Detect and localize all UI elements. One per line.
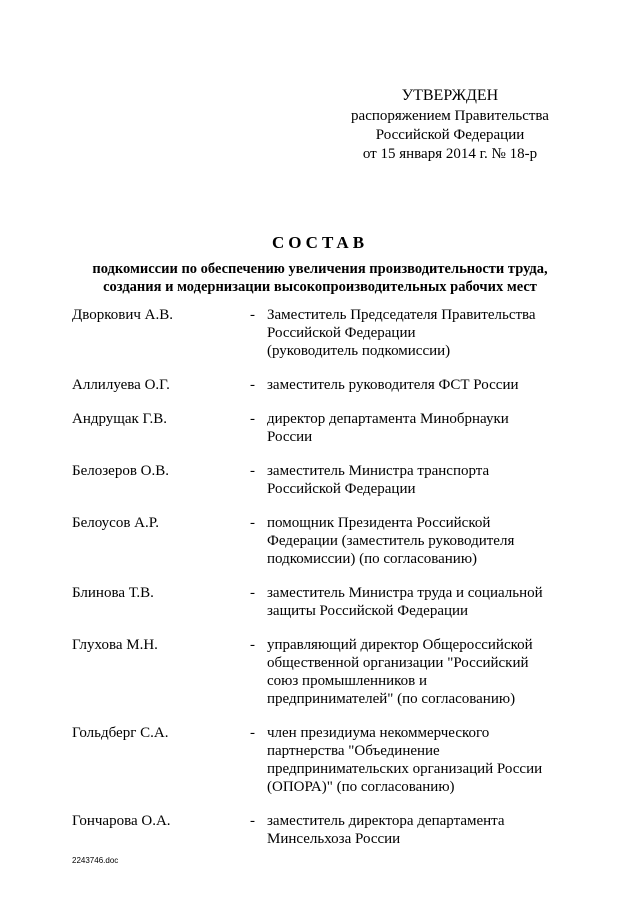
member-position-line: заместитель Министра труда и социальной — [267, 585, 543, 601]
document-subtitle — [60, 260, 580, 296]
member-name: Гольдберг С.А. — [72, 725, 169, 741]
member-position — [267, 514, 557, 568]
member-position-line: Федерации (заместитель руководителя — [267, 533, 515, 549]
member-dash: - — [250, 725, 255, 741]
member-position-line: партнерства "Объединение — [267, 743, 440, 759]
member-position-line: защиты Российской Федерации — [267, 603, 469, 619]
member-position — [267, 306, 557, 360]
member-position-line: предпринимательских организаций России — [267, 761, 543, 777]
member-name: Дворкович А.В. — [72, 307, 173, 323]
member-position — [267, 724, 557, 796]
member-dash: - — [250, 411, 255, 427]
member-position-line: Российской Федерации — [267, 325, 416, 341]
member-row — [72, 636, 572, 708]
member-position — [267, 812, 557, 848]
member-dash: - — [250, 463, 255, 479]
member-position-line: директор департамента Минобрнауки — [267, 411, 509, 427]
member-position — [267, 376, 557, 394]
member-position-line: союз промышленников и — [267, 673, 428, 689]
member-dash: - — [250, 307, 255, 323]
member-row — [72, 812, 572, 848]
member-position-line: Минсельхоза России — [267, 831, 401, 847]
member-row — [72, 584, 572, 620]
member-position-line: член президиума некоммерческого — [267, 725, 490, 741]
approval-line-3: от 15 января 2014 г. № 18-р — [362, 146, 538, 162]
member-row — [72, 376, 572, 394]
member-row — [72, 462, 572, 498]
approval-block — [330, 86, 570, 164]
member-name: Глухова М.Н. — [72, 637, 158, 653]
member-dash: - — [250, 813, 255, 829]
member-position-line: общественной организации "Российский — [267, 655, 529, 671]
member-row — [72, 410, 572, 446]
member-position-line: управляющий директор Общероссийской — [267, 637, 533, 653]
member-name: Белозеров О.В. — [72, 463, 170, 479]
member-position-line: заместитель руководителя ФСТ России — [267, 377, 519, 393]
member-dash: - — [250, 585, 255, 601]
approval-line-2: Российской Федерации — [375, 127, 525, 143]
member-position-line: помощник Президента Российской — [267, 515, 491, 531]
member-position — [267, 636, 557, 708]
member-name: Блинова Т.В. — [72, 585, 154, 601]
member-position-line: (ОПОРА)" (по согласованию) — [267, 779, 455, 795]
document-title: СОСТАВ — [271, 233, 369, 252]
member-name: Гончарова О.А. — [72, 813, 171, 829]
member-position-line: предпринимателей" (по согласованию) — [267, 691, 516, 707]
subtitle-line-2: создания и модернизации высокопроизводительных рабочих мест — [103, 279, 537, 295]
member-dash: - — [250, 637, 255, 653]
member-position — [267, 410, 557, 446]
approval-heading: УТВЕРЖДЕН — [401, 87, 499, 104]
member-row — [72, 724, 572, 796]
member-position-line: (руководитель подкомиссии) — [267, 343, 451, 359]
member-row — [72, 514, 572, 568]
member-position-line: заместитель директора департамента — [267, 813, 505, 829]
subtitle-line-1: подкомиссии по обеспечению увеличения производительности труда, — [92, 261, 548, 277]
member-position-line: Заместитель Председателя Правительства — [267, 307, 536, 323]
member-position-line: заместитель Министра транспорта — [267, 463, 490, 479]
member-name: Андрущак Г.В. — [72, 411, 168, 427]
member-position-line: России — [267, 429, 313, 445]
member-row — [72, 306, 572, 360]
file-name: 2243746.doc — [72, 856, 119, 865]
member-dash: - — [250, 377, 255, 393]
member-position — [267, 584, 557, 620]
member-dash: - — [250, 515, 255, 531]
member-position-line: Российской Федерации — [267, 481, 416, 497]
member-name: Белоусов А.Р. — [72, 515, 159, 531]
member-name: Аллилуева О.Г. — [72, 377, 170, 393]
members-list — [72, 306, 572, 864]
approval-line-1: распоряжением Правительства — [351, 108, 549, 124]
member-position — [267, 462, 557, 498]
member-position-line: подкомиссии) (по согласованию) — [267, 551, 478, 567]
